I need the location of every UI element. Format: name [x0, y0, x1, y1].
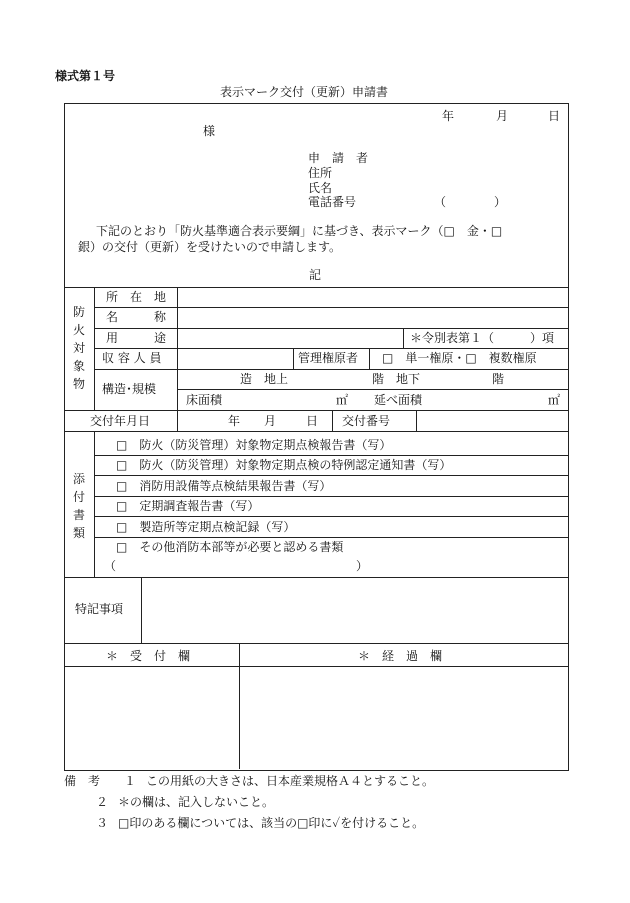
- attachment-item[interactable]: □ 防火（防災管理）対象物定期点検の特例認定通知書（写）: [116, 458, 452, 472]
- issue-date-month: 月: [264, 414, 277, 428]
- ki-label: 記: [309, 268, 322, 282]
- attachment-item[interactable]: □ その他消防本部等が必要と認める書類: [116, 540, 344, 554]
- date-day-label: 日: [548, 109, 561, 123]
- capacity-label: 収 容 人 員: [102, 351, 162, 365]
- remark-number: １: [124, 774, 137, 788]
- structure-floors: 造 地上 階 地下 階: [240, 372, 505, 386]
- location-label: 所 在 地: [106, 290, 167, 304]
- form-number: 様式第１号: [55, 69, 116, 83]
- floor-area-label: 床面積: [186, 393, 223, 407]
- attachments-section-label: 添付書類: [72, 472, 85, 540]
- applicant-name-label: 氏名: [308, 181, 333, 195]
- progress-column-label: ＊ 経 過 欄: [358, 649, 443, 663]
- request-text-line1: 下記のとおり「防火基準適合表示要綱」に基づき、表示マーク（□ 金・□: [96, 224, 503, 238]
- remark-text: ＊の欄は、記入しないこと。: [118, 795, 275, 809]
- remark-number: ３: [96, 816, 109, 830]
- use-label: 用 途: [106, 331, 167, 345]
- form-title: 表示マーク交付（更新）申請書: [220, 85, 389, 99]
- remarks-label: 備 考: [64, 774, 101, 788]
- total-floor-area-unit: ㎡: [548, 393, 561, 407]
- authority-type-options[interactable]: □ 単一権原・□ 複数権原: [382, 351, 537, 365]
- attachment-item[interactable]: □ 防火（防災管理）対象物定期点検報告書（写）: [116, 438, 392, 452]
- remark-text: この用紙の大きさは、日本産業規格Ａ４とすること。: [146, 774, 435, 788]
- structure-scale-label: 構造･規模: [102, 382, 157, 396]
- remark-number: ２: [96, 795, 109, 809]
- applicant-address-label: 住所: [308, 166, 333, 180]
- attachment-other-parens: （ ）: [104, 559, 369, 573]
- issue-date-day: 日: [306, 414, 319, 428]
- issue-number-label: 交付番号: [342, 414, 391, 428]
- applicant-phone-label: 電話番号: [308, 195, 357, 209]
- object-section-label: 防火対象物: [72, 305, 85, 391]
- applicant-phone-parens: （ ）: [434, 195, 507, 209]
- attachment-item[interactable]: □ 定期調査報告書（写）: [116, 499, 260, 513]
- request-text-line2: 銀）の交付（更新）を受けたいので申請します。: [78, 240, 342, 254]
- floor-area-unit: ㎡: [336, 393, 349, 407]
- issue-date-label: 交付年月日: [90, 414, 151, 428]
- reception-column-label: ＊ 受 付 欄: [106, 649, 191, 663]
- mgmt-authority-label: 管理権原者: [298, 351, 359, 365]
- special-notes-label: 特記事項: [75, 602, 124, 616]
- applicant-heading: 申 請 者: [308, 151, 369, 165]
- date-month-label: 月: [496, 109, 509, 123]
- addressee-suffix: 様: [203, 124, 216, 138]
- name-label: 名 称: [106, 310, 167, 324]
- total-floor-area-label: 延べ面積: [374, 393, 423, 407]
- remark-text: □印のある欄については、該当の□印に✓を付けること。: [118, 816, 425, 830]
- issue-date-year: 年: [228, 414, 241, 428]
- use-category: ＊令別表第１（ ）項: [410, 331, 555, 345]
- attachment-item[interactable]: □ 消防用設備等点検結果報告書（写）: [116, 479, 332, 493]
- attachment-item[interactable]: □ 製造所等定期点検記録（写）: [116, 520, 296, 534]
- date-year-label: 年: [442, 109, 455, 123]
